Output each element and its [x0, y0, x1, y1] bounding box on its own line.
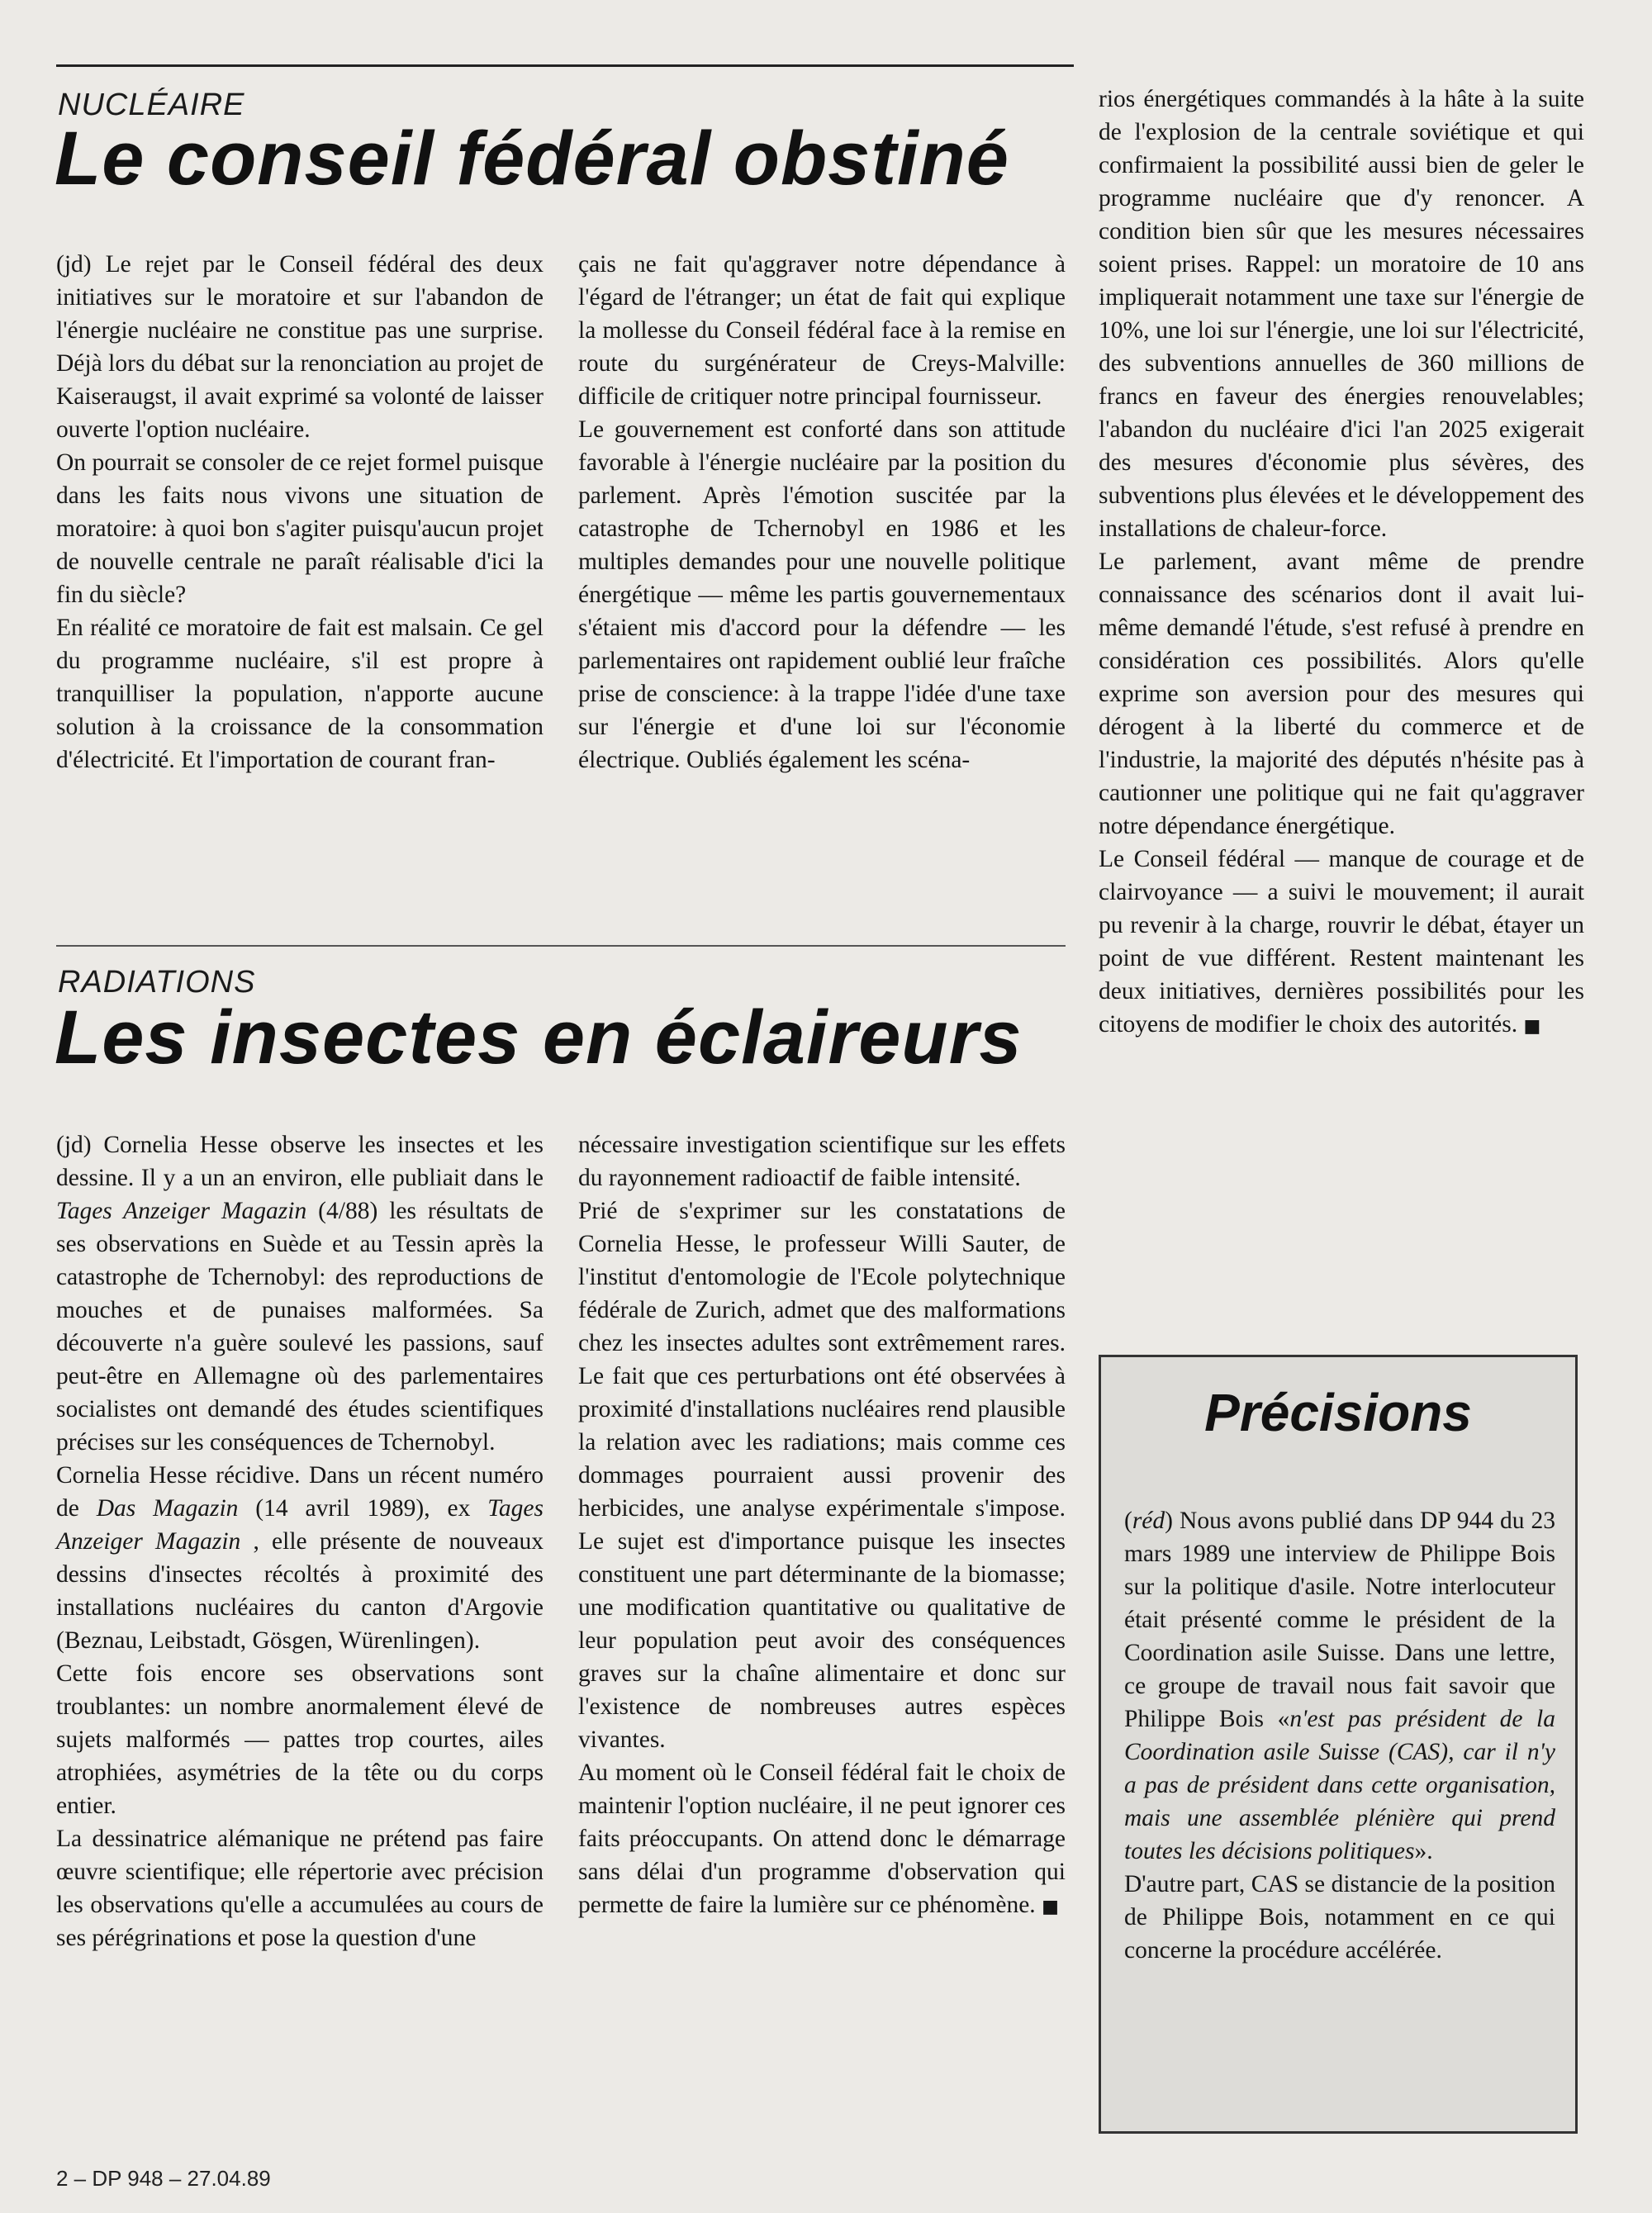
paragraph: (jd) Le rejet par le Conseil fédéral des deux initiatives sur le moratoire et sur l'abandon de l'énergie nucléaire ne constitue pas une surprise. Déjà lors du débat sur la renonciation au projet de Kaiseraugst, il avait exprimé sa volonté de laisser ouverte l'option nucléaire. — [56, 251, 544, 443]
magazine-name: Tages Anzeiger Magazin — [56, 1495, 544, 1555]
article2-kicker: RADIATIONS — [58, 965, 256, 1000]
text: réd — [1132, 1508, 1165, 1534]
paragraph: La dessinatrice alémanique ne prétend pas faire œuvre scientifique; elle répertorie avec précision les observations qu'elle a accumulées au cours de ses pérégrinations et pose la question d'une — [56, 1826, 544, 1951]
article1-kicker: NUCLÉAIRE — [58, 88, 245, 122]
paragraph — [1124, 1504, 1555, 1868]
paragraph: nécessaire investigation scientifique sur les effets du rayonnement radioactif de faible intensité. — [578, 1132, 1066, 1191]
paragraph: On pourrait se consoler de ce rejet formel puisque dans les faits nous vivons une situation de moratoire: à quoi bon s'agiter puisqu'aucun projet de nouvelle centrale ne paraît réalisable d'ici la fin du siècle? — [56, 449, 544, 608]
magazine-name: Tages Anzeiger Magazin — [56, 1198, 307, 1224]
paragraph-text: Le Conseil fédéral — manque de courage et de clairvoyance — a suivi le mouvement; il aurait pu revenir à la charge, rouvrir le débat, étayer un point de vue différent. Restent maintenant les deux initiatives, dernières possibilités pour les citoyens de modifier le choix des autorités. — [1099, 846, 1584, 1038]
paragraph — [578, 1756, 1066, 1924]
article1-title: Le conseil fédéral obstiné — [55, 116, 1009, 201]
end-mark: ■ — [1523, 1016, 1541, 1037]
article1-column-1 — [56, 248, 544, 776]
paragraph — [56, 1459, 544, 1657]
text: ». — [1414, 1838, 1433, 1864]
paragraph: Le gouvernement est conforté dans son attitude favorable à l'énergie nucléaire par la position du parlement. Après l'émotion suscitée par la catastrophe de Tchernobyl en 1986 et les multiples demandes pour une nouvelle politique énergétique — même les partis gouvernementaux s'étaient mis d'accord pour la défendre — les parlementaires ont rapidement oublié leur fraîche prise de conscience: à la trappe l'idée d'une taxe sur l'énergie et d'une loi sur l'économie électrique. Oubliés également les scéna- — [578, 416, 1066, 773]
paragraph: En réalité ce moratoire de fait est malsain. Ce gel du programme nucléaire, s'il est propre à tranquilliser la population, n'apporte aucune solution à la croissance de la consommation d'électricité. Et l'importation de courant fran- — [56, 615, 544, 773]
paragraph: Prié de s'exprimer sur les constatations de Cornelia Hesse, le professeur Willi Sauter, de l'institut d'entomologie de l'Ecole polytechnique fédérale de Zurich, admet que des malformations chez les insectes adultes sont extrêmement rares. Le fait que ces perturbations ont été observées à proximité d'installations nucléaires rend plausible la relation avec les radiations; mais comme ces dommages pourraient aussi provenir des herbicides, une analyse expérimentale s'impose. Le sujet est d'importance puisque les insectes constituent une part déterminante de la biomasse; une modification quantitative ou qualitative de leur population peut avoir des conséquences graves sur la chaîne alimentaire et donc sur l'existence de nombreuses autres espèces vivantes. — [578, 1198, 1066, 1753]
text: (jd) Cornelia Hesse observe les insectes et les dessine. Il y a un an environ, elle publiait dans le — [56, 1132, 544, 1191]
paragraph: Cette fois encore ses observations sont troublantes: un nombre anormalement élevé de sujets malformés — pattes trop courtes, ailes atrophiées, asymétries de la tête ou du corps entier. — [56, 1660, 544, 1819]
page-footer: 2 – DP 948 – 27.04.89 — [56, 2166, 271, 2191]
box-text — [1124, 1504, 1555, 1967]
paragraph — [1099, 843, 1584, 1043]
text: Cornelia Hesse récidive. Dans un récent numéro de — [56, 1462, 544, 1522]
article1-column-3 — [1099, 83, 1584, 1043]
paragraph — [56, 1128, 544, 1459]
article-divider — [56, 945, 1066, 947]
text: ) Nous avons publié dans DP 944 du 23 mars 1989 une interview de Philippe Bois sur la politique d'asile. Notre interlocuteur était présenté comme le président de la Coordination asile Suisse. Dans une lettre, ce groupe de travail nous fait savoir que Philippe Bois « — [1124, 1508, 1555, 1732]
paragraph: D'autre part, CAS se distancie de la position de Philippe Bois, notamment en ce qui concerne la procédure accélérée. — [1124, 1871, 1555, 1964]
text: , elle présente de nouveaux dessins d'insectes récoltés à proximité des installations nucléaires du canton d'Argovie (Beznau, Leibstadt, Gösgen, Würenlingen). — [56, 1528, 544, 1654]
quotation: n'est pas président de la Coordination asile Suisse (CAS), car il n'y a pas de président dans cette organisation, mais une assemblée plénière qui prend toutes les décisions politiques — [1124, 1706, 1555, 1864]
article2-column-1 — [56, 1128, 544, 1954]
box-title: Précisions — [1204, 1383, 1472, 1442]
text: ( — [1124, 1508, 1132, 1534]
article2-column-2 — [578, 1128, 1066, 1924]
precisions-box — [1099, 1355, 1578, 2134]
top-rule — [56, 64, 1074, 67]
text: (14 avril 1989), ex — [238, 1495, 488, 1522]
paragraph: çais ne fait qu'aggraver notre dépendance à l'égard de l'étranger; un état de fait qui explique la mollesse du Conseil fédéral face à la remise en route du surgénérateur de Creys-Malville: difficile de critiquer notre principal fournisseur. — [578, 251, 1066, 410]
paragraph: Le parlement, avant même de prendre connaissance des scénarios dont il avait lui-même demandé l'étude, s'est refusé à prendre en considération ces possibilités. Alors qu'elle exprime son aversion pour des mesures qui dérogent à la liberté du commerce et de l'industrie, la majorité des députés n'hésite pas à cautionner une politique qui ne fait qu'aggraver notre dépendance énergétique. — [1099, 549, 1584, 839]
article1-column-2 — [578, 248, 1066, 776]
paragraph: rios énergétiques commandés à la hâte à la suite de l'explosion de la centrale soviétique et qui confirmaient la possibilité aussi bien de geler le programme nucléaire que d'y renoncer. A condition bien sûr que les mesures nécessaires soient prises. Rappel: un moratoire de 10 ans impliquerait notamment une taxe sur l'énergie de 10%, une loi sur l'énergie, une loi sur l'électricité, des subventions annuelles de 360 millions de francs en faveur des énergies renouvelables; l'abandon du nucléaire d'ici l'an 2025 exigerait des mesures d'économie plus sévères, des subventions plus élevées et le développement des installations de chaleur-force. — [1099, 86, 1584, 542]
magazine-name: Das Magazin — [96, 1495, 239, 1522]
end-mark: ■ — [1042, 1897, 1059, 1917]
article2-title: Les insectes en éclaireurs — [55, 995, 1023, 1080]
text: (4/88) les résultats de ses observations en Suède et au Tessin après la catastrophe de Tchernobyl: des reproductions de mouches et de punaises malformées. Sa découverte n'a guère soulevé les passions, sauf peut-être en Allemagne où des parlementaires socialistes ont demandé des études scientifiques précises sur les conséquences de Tchernobyl. — [56, 1198, 544, 1456]
paragraph-text: Au moment où le Conseil fédéral fait le choix de maintenir l'option nucléaire, il ne peut ignorer ces faits préoccupants. On attend donc le démarrage sans délai d'un programme d'observation qui permette de faire la lumière sur ce phénomène. — [578, 1759, 1066, 1918]
